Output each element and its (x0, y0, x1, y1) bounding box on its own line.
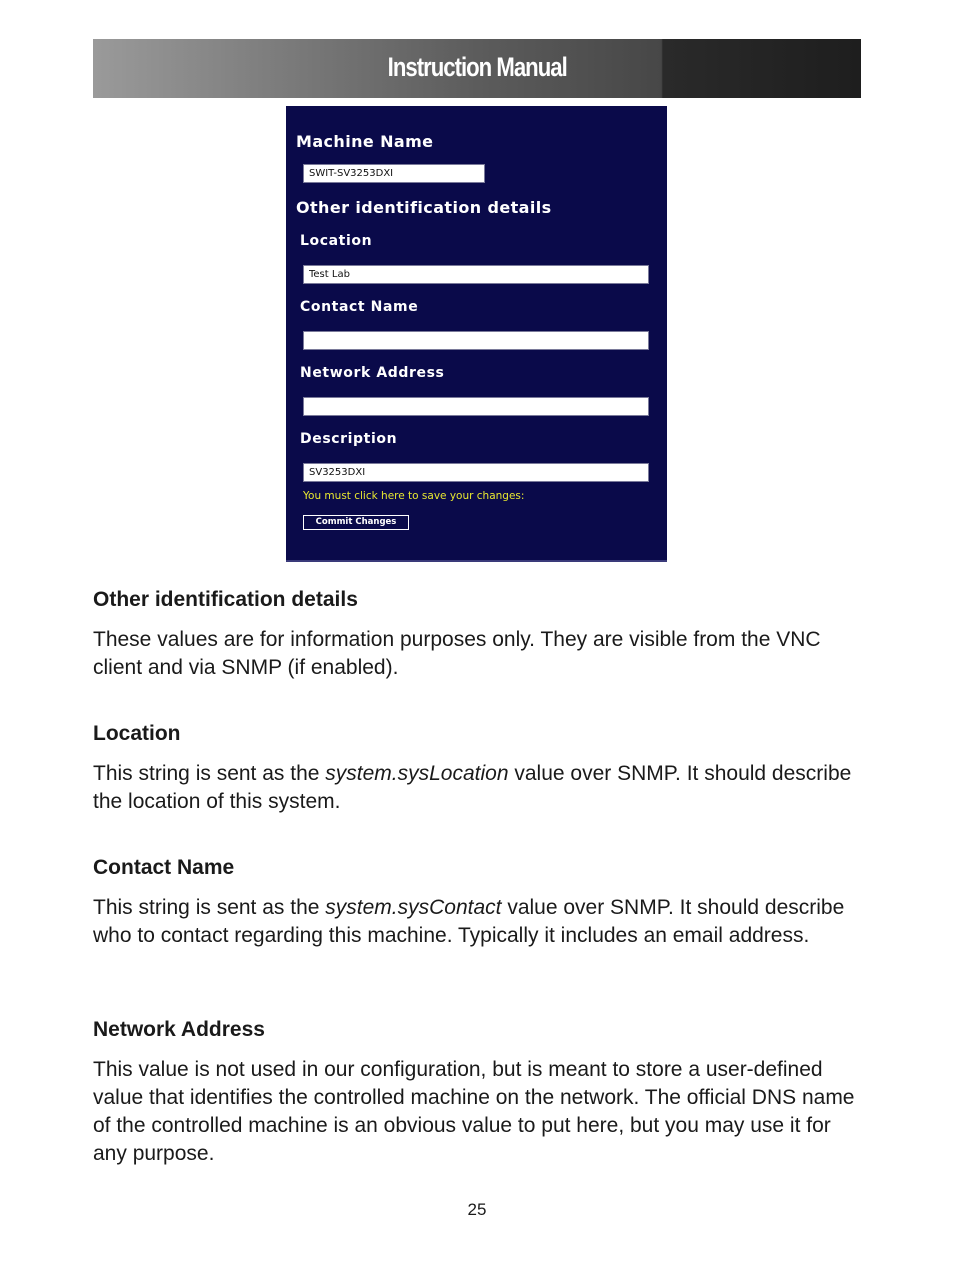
description-input[interactable] (303, 463, 649, 482)
other-details-heading: Other identification details (296, 198, 552, 217)
section-body-network-address: This value is not used in our configuration, but is meant to store a user-defined value that identifies the controlled machine on the network. The official DNS name of the controlled machine is an obvious value to put here, but you may use it for any purpose. (93, 1058, 855, 1165)
network-address-input[interactable] (303, 397, 649, 416)
contact-name-input[interactable] (303, 331, 649, 350)
section-heading-other-details: Other identification details (93, 588, 358, 611)
header-title: Instruction Manual (387, 52, 567, 82)
page-number: 25 (467, 1200, 487, 1219)
section-heading-location: Location (93, 722, 181, 745)
snmp-oid-syslocation: system.sysLocation (325, 762, 509, 785)
section-body-other-details: These values are for information purposes only. They are visible from the VNC client and via SNMP (if enabled). (93, 628, 821, 679)
snmp-oid-syscontact: system.sysContact (325, 896, 502, 919)
header-bar (93, 39, 861, 98)
machine-name-heading: Machine Name (296, 132, 434, 151)
location-label: Location (300, 233, 373, 249)
commit-changes-button[interactable]: Commit Changes (303, 515, 409, 530)
settings-panel-screenshot (286, 106, 667, 562)
section-heading-network-address: Network Address (93, 1018, 265, 1041)
location-input[interactable] (303, 265, 649, 284)
section-heading-contact-name: Contact Name (93, 856, 235, 879)
section-body-contact-name: This string is sent as the system.sysContact value over SNMP. It should describe who to contact regarding this machine. Typically it includes an email address. (93, 896, 845, 947)
save-changes-note: You must click here to save your changes: (303, 490, 525, 502)
network-address-label: Network Address (300, 365, 445, 381)
section-body-location: This string is sent as the system.sysLocation value over SNMP. It should describe the location of this system. (93, 762, 852, 813)
contact-name-label: Contact Name (300, 299, 419, 315)
machine-name-input[interactable] (303, 164, 485, 183)
description-label: Description (300, 431, 398, 447)
